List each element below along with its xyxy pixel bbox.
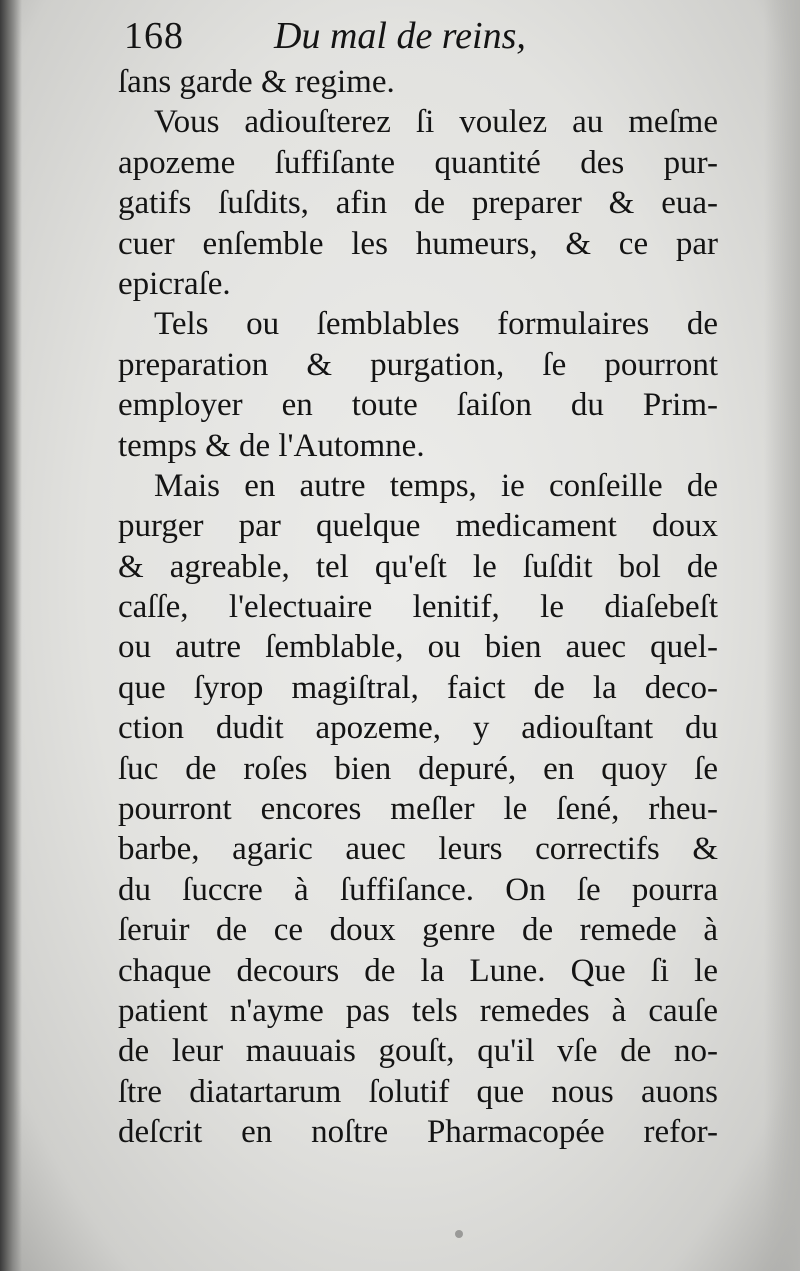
text-line: ſuc de roſes bien depuré, en quoy ſe [118,750,718,787]
text-line: ſeruir de ce doux genre de remede à [118,912,718,949]
paper-speck [455,1230,463,1238]
text-line: pourront encores meſler le ſené, rheu- [118,791,718,828]
text-line: purger par quelque medicament doux [118,508,718,545]
text-line: deſcrit en noſtre Pharmacopée refor- [118,1114,718,1151]
text-line: cuer enſemble les humeurs, & ce par [118,225,718,262]
text-line: employer en toute ſaiſon du Prim- [118,387,718,424]
text-line: caſſe, l'electuaire lenitif, le diaſebeſt [118,589,718,626]
text-line: ou autre ſemblable, ou bien auec quel- [118,629,718,666]
text-line: Tels ou ſemblables formulaires de [154,306,718,343]
text-line: chaque decours de la Lune. Que ſi le [118,952,718,989]
text-line: ſans garde & regime. [118,64,395,100]
text-line: apozeme ſuffiſante quantité des pur- [118,144,718,181]
text-line: preparation & purgation, ſe pourront [118,346,718,383]
text-line: ſtre diatartarum ſolutif que nous auons [118,1073,718,1110]
text-line: barbe, agaric auec leurs correctifs & [118,831,718,868]
text-line: du ſuccre à ſuffiſance. On ſe pourra [118,871,718,908]
text-line: patient n'ayme pas tels remedes à cauſe [118,992,718,1029]
text-line: de leur mauuais gouſt, qu'il vſe de no- [118,1033,718,1070]
text-line: temps & de l'Automne. [118,427,425,464]
binding-shadow [0,0,22,1271]
text-line: epicraſe. [118,265,231,302]
running-title: Du mal de reins, [274,15,526,57]
page-header [124,14,684,64]
text-line: ction dudit apozeme, y adiouſtant du [118,710,718,747]
text-line: Mais en autre temps, ie conſeille de [154,467,718,504]
page-number: 168 [124,15,184,57]
text-line: Vous adiouſterez ſi voulez au meſme [154,104,718,141]
body-text [118,62,718,1153]
text-line: gatifs ſuſdits, afin de preparer & eua- [118,185,718,222]
text-line: que ſyrop magiſtral, faict de la deco- [118,669,718,706]
page-edge [764,0,800,1271]
text-line: & agreable, tel qu'eſt le ſuſdit bol de [118,548,718,585]
